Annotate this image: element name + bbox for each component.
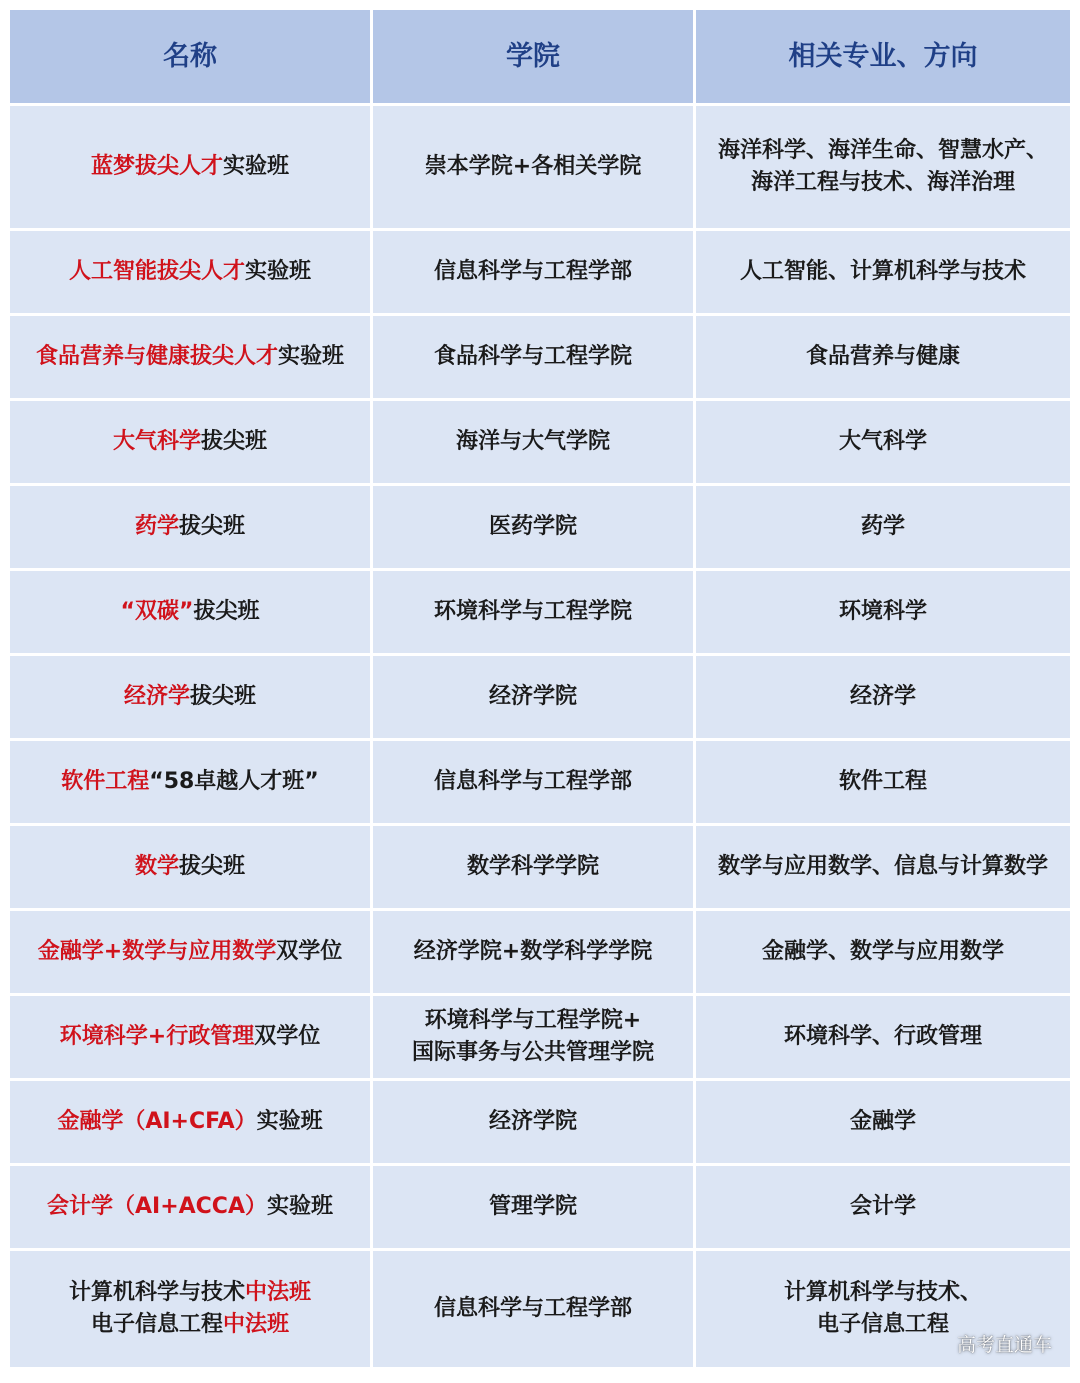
- header-major: 相关专业、方向: [696, 10, 1070, 103]
- table-row-name: 金融学（AI+CFA）实验班: [10, 1081, 370, 1163]
- table-row-major: 药学: [696, 486, 1070, 568]
- table-row-name: 金融学+数学与应用数学双学位: [10, 911, 370, 993]
- table-row-college: 崇本学院+各相关学院: [373, 106, 693, 228]
- table-row-college: 食品科学与工程学院: [373, 316, 693, 398]
- table-row-college: 经济学院: [373, 1081, 693, 1163]
- table-row-college: 信息科学与工程学部: [373, 1251, 693, 1367]
- table-row-name: 大气科学拔尖班: [10, 401, 370, 483]
- table-row-major: 软件工程: [696, 741, 1070, 823]
- table-row-major: 计算机科学与技术、 电子信息工程: [696, 1251, 1070, 1367]
- table-row-major: 金融学: [696, 1081, 1070, 1163]
- table-row-name: 人工智能拔尖人才实验班: [10, 231, 370, 313]
- table-row-college: 经济学院+数学科学学院: [373, 911, 693, 993]
- table-row-college: 数学科学学院: [373, 826, 693, 908]
- program-table: [10, 10, 1070, 1367]
- table-row-major: 数学与应用数学、信息与计算数学: [696, 826, 1070, 908]
- table-row-college: 经济学院: [373, 656, 693, 738]
- table-row-major: 人工智能、计算机科学与技术: [696, 231, 1070, 313]
- header-name: 名称: [10, 10, 370, 103]
- table-row-college: 管理学院: [373, 1166, 693, 1248]
- table-row-name: 计算机科学与技术中法班 电子信息工程中法班: [10, 1251, 370, 1367]
- table-row-major: 经济学: [696, 656, 1070, 738]
- table-row-major: 海洋科学、海洋生命、智慧水产、 海洋工程与技术、海洋治理: [696, 106, 1070, 228]
- table-row-major: 金融学、数学与应用数学: [696, 911, 1070, 993]
- table-row-major: 会计学: [696, 1166, 1070, 1248]
- table-row-name: 经济学拔尖班: [10, 656, 370, 738]
- table-row-college: 环境科学与工程学院: [373, 571, 693, 653]
- table-row-name: 蓝梦拔尖人才实验班: [10, 106, 370, 228]
- header-college: 学院: [373, 10, 693, 103]
- table-row-college: 环境科学与工程学院+ 国际事务与公共管理学院: [373, 996, 693, 1078]
- table-row-name: 数学拔尖班: [10, 826, 370, 908]
- table-row-major: 大气科学: [696, 401, 1070, 483]
- table-row-name: 软件工程“58卓越人才班”: [10, 741, 370, 823]
- table-row-name: 环境科学+行政管理双学位: [10, 996, 370, 1078]
- table-row-name: 食品营养与健康拔尖人才实验班: [10, 316, 370, 398]
- table-row-college: 海洋与大气学院: [373, 401, 693, 483]
- table-row-major: 食品营养与健康: [696, 316, 1070, 398]
- table-row-college: 信息科学与工程学部: [373, 231, 693, 313]
- table-row-college: 医药学院: [373, 486, 693, 568]
- table-row-college: 信息科学与工程学部: [373, 741, 693, 823]
- table-row-name: “双碳”拔尖班: [10, 571, 370, 653]
- table-row-name: 药学拔尖班: [10, 486, 370, 568]
- watermark: 高考直通车: [956, 1334, 1052, 1356]
- table-row-name: 会计学（AI+ACCA）实验班: [10, 1166, 370, 1248]
- table-row-major: 环境科学: [696, 571, 1070, 653]
- table-row-major: 环境科学、行政管理: [696, 996, 1070, 1078]
